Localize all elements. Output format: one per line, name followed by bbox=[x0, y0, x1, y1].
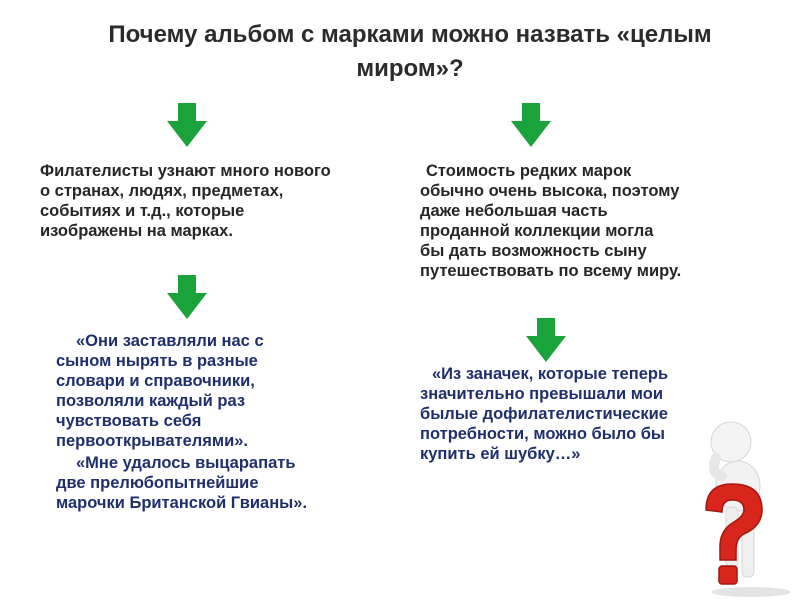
quote-text: «Они заставляли нас с сыном нырять в разные словари и справочники, позволяли каждый раз чувствовать себя первооткрывателями». bbox=[56, 332, 264, 450]
thinking-figure-with-question-mark bbox=[676, 412, 796, 598]
list-item bbox=[56, 453, 316, 513]
right-quote bbox=[420, 364, 670, 464]
left-statement bbox=[40, 161, 340, 241]
right-statement-text: Стоимость редких марок обычно очень высока, поэтому даже небольшая часть проданной коллекции могла бы дать возможность сыну путешествовать по всему миру. bbox=[420, 162, 682, 280]
slide-title: Почему альбом с марками можно назвать «целым миром»? bbox=[108, 21, 712, 82]
down-arrow-icon bbox=[167, 103, 207, 147]
right-statement bbox=[420, 161, 682, 281]
quote-text: «Мне удалось выцарапать две прелюбопытнейшие марочки Британской Гвианы». bbox=[56, 454, 308, 512]
down-arrow-icon bbox=[167, 275, 207, 319]
left-statement-text: Филателисты узнают много нового о странах, людях, предметах, событиях и т.д., которые изображены на марках. bbox=[40, 162, 331, 240]
down-arrow-icon bbox=[526, 318, 566, 362]
quote-text: «Из заначек, которые теперь значительно превышали мои былые дофилателистические потребности, можно было бы купить ей шубку…» bbox=[420, 365, 669, 463]
down-arrow-icon bbox=[511, 103, 551, 147]
left-quotes bbox=[56, 331, 316, 513]
list-item bbox=[56, 331, 316, 451]
